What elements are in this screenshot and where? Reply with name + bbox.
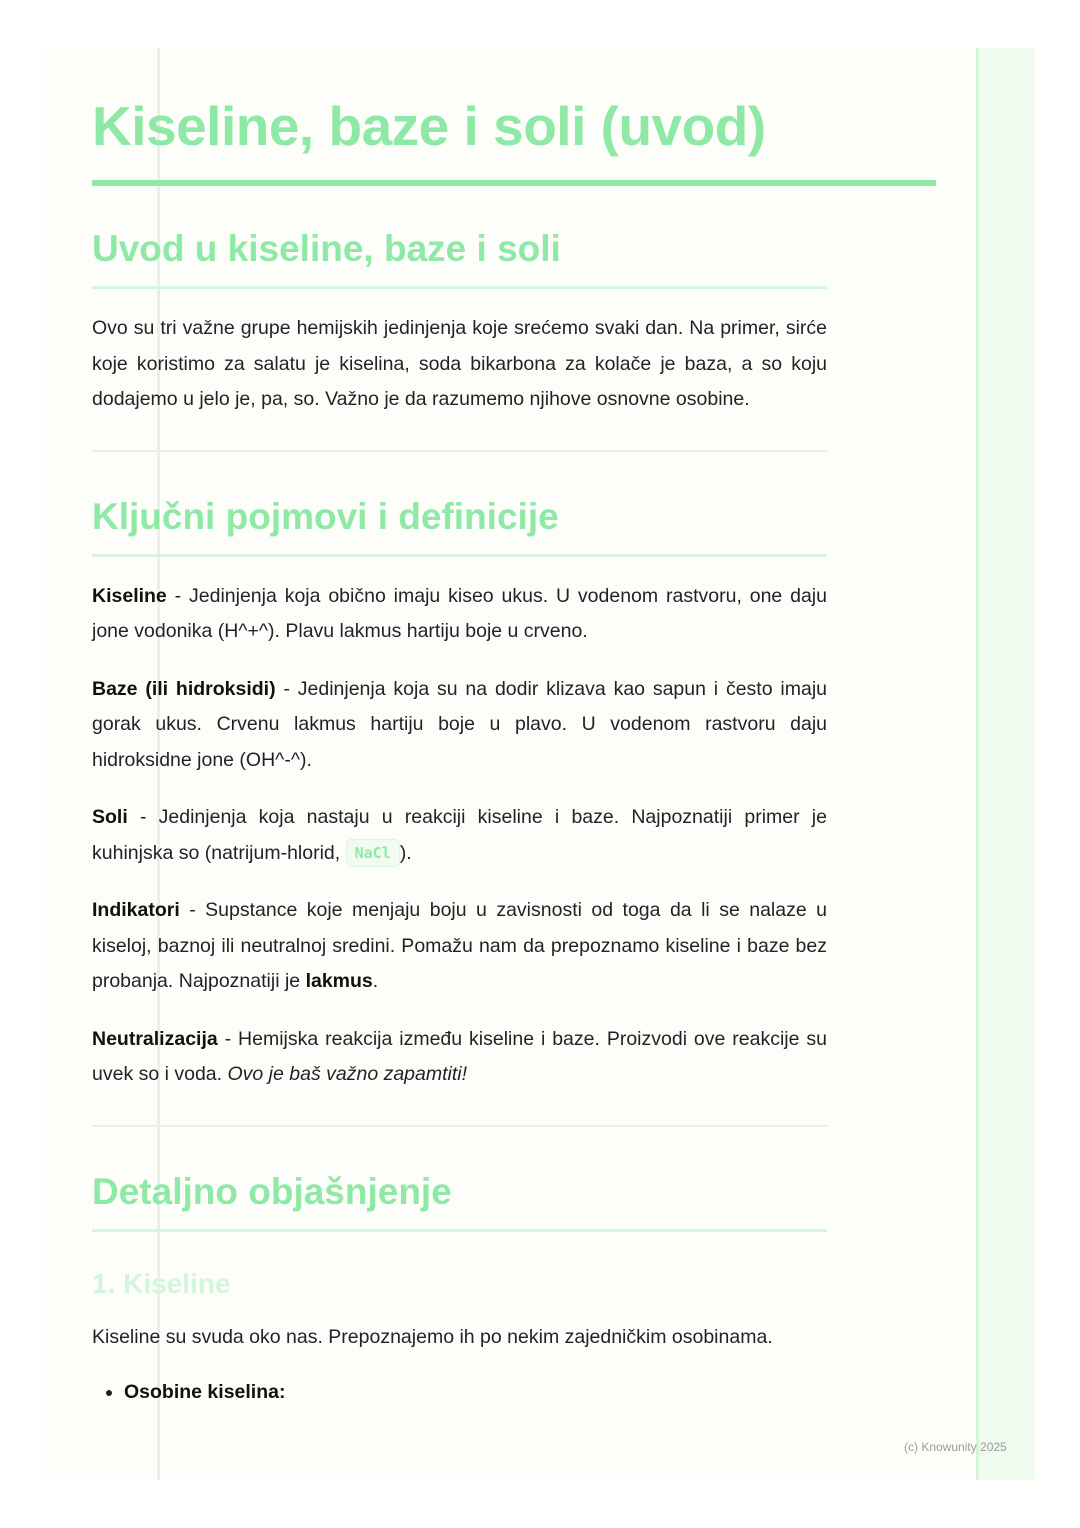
term-paragraph: [92, 672, 827, 779]
properties-list: [92, 1377, 827, 1407]
section-heading-terms: Ključni pojmovi i definicije: [92, 495, 559, 537]
inline-code: NaCl: [346, 839, 400, 867]
term-definition: - Supstance koje menjaju boju u zavisnosti od toga da li se nalaze u kiseloj, baznoj ili neutralnoj sredini. Pomažu nam da prepoznamo kiseline i baze bez probanja. Najpoznatiji je: [92, 899, 827, 992]
bold-term: lakmus: [305, 970, 373, 992]
term-definition: - Jedinjenja koja su na dodir klizava kao sapun i često imaju gorak ukus. Crvenu lakmus hartiju boje u plavo. U vodenom rastvoru daju hidroksidne jone (OH^-^).: [92, 677, 827, 771]
title-rule: [92, 180, 936, 186]
term-definition: - Jedinjenja koja obično imaju kiseo ukus. U vodenom rastvoru, one daju jone vodonika (H^+^). Plavu lakmus hartiju boje u crveno.: [92, 584, 827, 642]
term-paragraph: [92, 579, 827, 650]
copyright-footer: (c) Knowunity 2025: [904, 1440, 1007, 1454]
page-edge-strip: [976, 48, 1035, 1480]
page-title: Kiseline, baze i soli (uvod): [92, 95, 766, 157]
details-paragraph: Kiseline su svuda oko nas. Prepoznajemo ih po nekim zajedničkim osobinama.: [92, 1325, 773, 1348]
section-heading-details: Detaljno objašnjenje: [92, 1170, 452, 1212]
term-paragraph: [92, 893, 827, 1000]
intro-paragraph: Ovo su tri važne grupe hemijskih jedinjenja koje srećemo svaki dan. Na primer, sirće koje koristimo za salatu je kiselina, soda bikarbona za kolače je baza, a so koju dodajemo u jelo je, pa, so. Važno je da razumemo njihove osnovne osobine.: [92, 317, 827, 410]
term-definition-end: ).: [399, 841, 412, 864]
document-content: [92, 90, 827, 1407]
term-label: Kiseline: [92, 584, 167, 607]
term-definition: - Hemijska reakcija između kiseline i baze. Proizvodi ove reakcije su uvek so i voda.: [92, 1027, 827, 1085]
term-label: Baze (ili hidroksidi): [92, 677, 276, 700]
term-paragraph: [92, 1022, 827, 1093]
section-heading-intro: Uvod u kiseline, baze i soli: [92, 228, 561, 269]
term-definition: - Jedinjenja koja nastaju u reakciji kiseline i baze. Najpoznatiji primer je kuhinjska so (natrijum-hlorid,: [92, 806, 827, 864]
subsection-heading: 1. Kiseline: [92, 1267, 231, 1299]
term-label: Soli: [92, 806, 128, 828]
list-item-label: Osobine kiselina:: [124, 1381, 286, 1403]
term-paragraph: [92, 800, 827, 871]
emphasis-text: Ovo je baš važno zapamtiti!: [227, 1063, 468, 1085]
term-definition-end: .: [372, 970, 379, 992]
term-label: Neutralizacija: [92, 1027, 218, 1050]
term-label: Indikatori: [92, 899, 180, 921]
list-item: [124, 1377, 827, 1407]
